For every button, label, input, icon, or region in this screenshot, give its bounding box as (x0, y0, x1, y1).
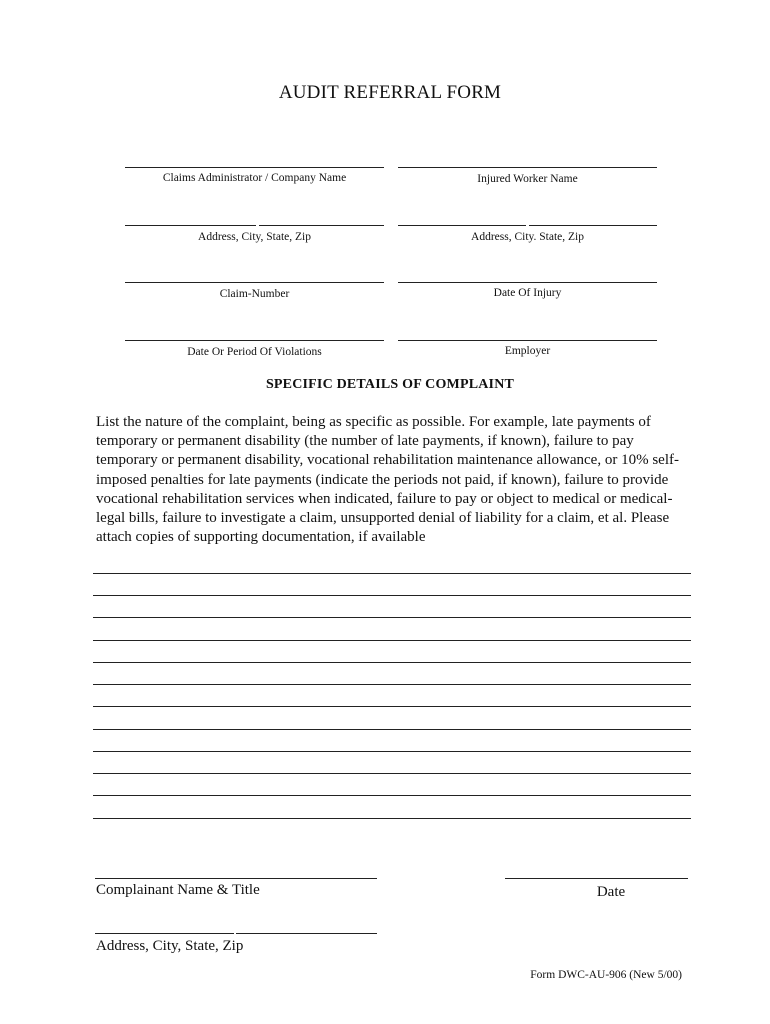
claim-number-line[interactable] (125, 282, 384, 283)
injured-worker-name-line[interactable] (398, 167, 657, 168)
complaint-line[interactable] (93, 573, 691, 574)
address-right-line-a[interactable] (398, 225, 526, 226)
address-left-line-b[interactable] (259, 225, 384, 226)
complaint-line[interactable] (93, 706, 691, 707)
claims-administrator-label: Claims Administrator / Company Name (162, 172, 347, 184)
complainant-name-line[interactable] (95, 878, 377, 879)
complaint-line[interactable] (93, 595, 691, 596)
date-of-violations-label: Date Or Period Of Violations (187, 346, 322, 358)
complaint-line[interactable] (93, 795, 691, 796)
form-title: AUDIT REFERRAL FORM (278, 82, 502, 103)
date-of-violations-line[interactable] (125, 340, 384, 341)
injured-worker-name-label: Injured Worker Name (477, 173, 578, 185)
complaint-line[interactable] (93, 729, 691, 730)
claims-administrator-line[interactable] (125, 167, 384, 168)
date-of-injury-label: Date Of Injury (493, 287, 562, 299)
claim-number-label: Claim-Number (219, 288, 290, 300)
instructions-paragraph: List the nature of the complaint, being as specific as possible. For example, late payments of temporary or permanent disability (the number of late payments, if known), failure to pay temporary or permanent disability, vocational rehabilitation maintenance allowance, or 10% self-imposed penalties for late payments (indicate the periods not paid, if known), failure to provide vocational rehabilitation services when indicated, failure to pay or object to medical or medical-legal bills, failure to investigate a claim, unsupported denial of liability for a claim, et al. Please attach copies of supporting documentation, if available (96, 414, 679, 546)
employer-label: Employer (504, 345, 551, 357)
date-line[interactable] (505, 878, 688, 879)
complaint-line[interactable] (93, 684, 691, 685)
complaint-line[interactable] (93, 617, 691, 618)
complaint-line[interactable] (93, 818, 691, 819)
date-of-injury-line[interactable] (398, 282, 657, 283)
complainant-address-line-a[interactable] (95, 933, 234, 934)
complaint-line[interactable] (93, 640, 691, 641)
complaint-line[interactable] (93, 773, 691, 774)
section-heading: SPECIFIC DETAILS OF COMPLAINT (265, 377, 515, 392)
complaint-line[interactable] (93, 662, 691, 663)
complainant-address-label: Address, City, State, Zip (96, 938, 244, 954)
form-number: Form DWC-AU-906 (New 5/00) (530, 969, 682, 981)
address-left-line-a[interactable] (125, 225, 256, 226)
complainant-name-label: Complainant Name & Title (96, 882, 260, 898)
address-right-label: Address, City. State, Zip (471, 231, 584, 243)
complaint-line[interactable] (93, 751, 691, 752)
employer-line[interactable] (398, 340, 657, 341)
date-label: Date (596, 884, 626, 900)
complainant-address-line-b[interactable] (236, 933, 377, 934)
address-right-line-b[interactable] (529, 225, 657, 226)
address-left-label: Address, City, State, Zip (198, 231, 311, 243)
